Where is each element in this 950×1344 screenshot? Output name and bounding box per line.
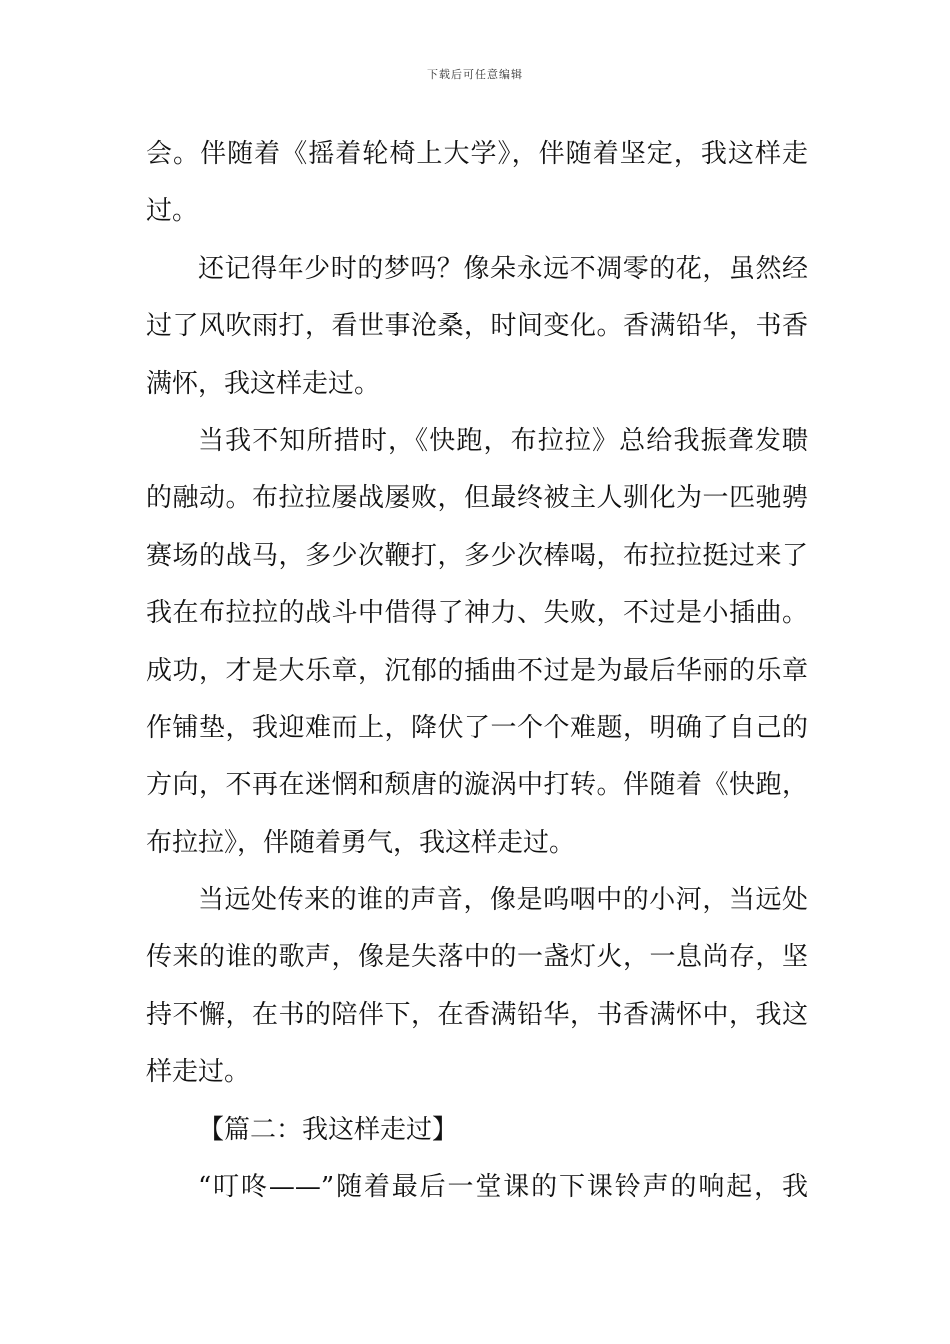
text-line: 当远处传来的谁的声音，像是呜咽中的小河，当远处	[198, 885, 808, 916]
text-line: 【篇二：我这样走过】	[198, 1114, 459, 1145]
text-line: 过了风吹雨打，看世事沧桑，时间变化。香满铅华，书香	[146, 311, 808, 342]
text-line: 的融动。布拉拉屡战屡败，但最终被主人驯化为一匹驰骋	[146, 483, 808, 514]
text-line: 持不懈，在书的陪伴下，在香满铅华，书香满怀中，我这	[146, 999, 808, 1030]
text-line: “叮咚——”随着最后一堂课的下课铃声的响起，我	[198, 1172, 808, 1203]
text-line: 成功，才是大乐章，沉郁的插曲不过是为最后华丽的乐章	[146, 655, 808, 686]
text-line: 作铺垫，我迎难而上，降伏了一个个难题，明确了自己的	[146, 712, 808, 743]
text-line: 当我不知所措时，《快跑，布拉拉》总给我振聋发聩	[198, 425, 808, 456]
text-line: 样走过。	[146, 1057, 251, 1088]
text-line: 我在布拉拉的战斗中借得了神力、失败，不过是小插曲。	[146, 598, 808, 629]
text-line: 过。	[146, 196, 199, 227]
text-line: 满怀，我这样走过。	[146, 368, 381, 399]
text-line: 布拉拉》，伴随着勇气，我这样走过。	[146, 827, 576, 858]
text-line: 方向，不再在迷惘和颓唐的漩涡中打转。伴随着《快跑，	[146, 770, 808, 801]
text-line: 会。伴随着《摇着轮椅上大学》，伴随着坚定，我这样走	[146, 139, 808, 169]
text-line: 传来的谁的歌声，像是失落中的一盏灯火，一息尚存，坚	[146, 942, 808, 973]
document-body	[146, 126, 808, 1216]
page-header: 下载后可任意编辑	[427, 68, 523, 81]
text-line: 赛场的战马，多少次鞭打，多少次棒喝，布拉拉挺过来了	[146, 540, 808, 571]
text-line: 还记得年少时的梦吗？像朵永远不凋零的花，虽然经	[198, 253, 808, 284]
